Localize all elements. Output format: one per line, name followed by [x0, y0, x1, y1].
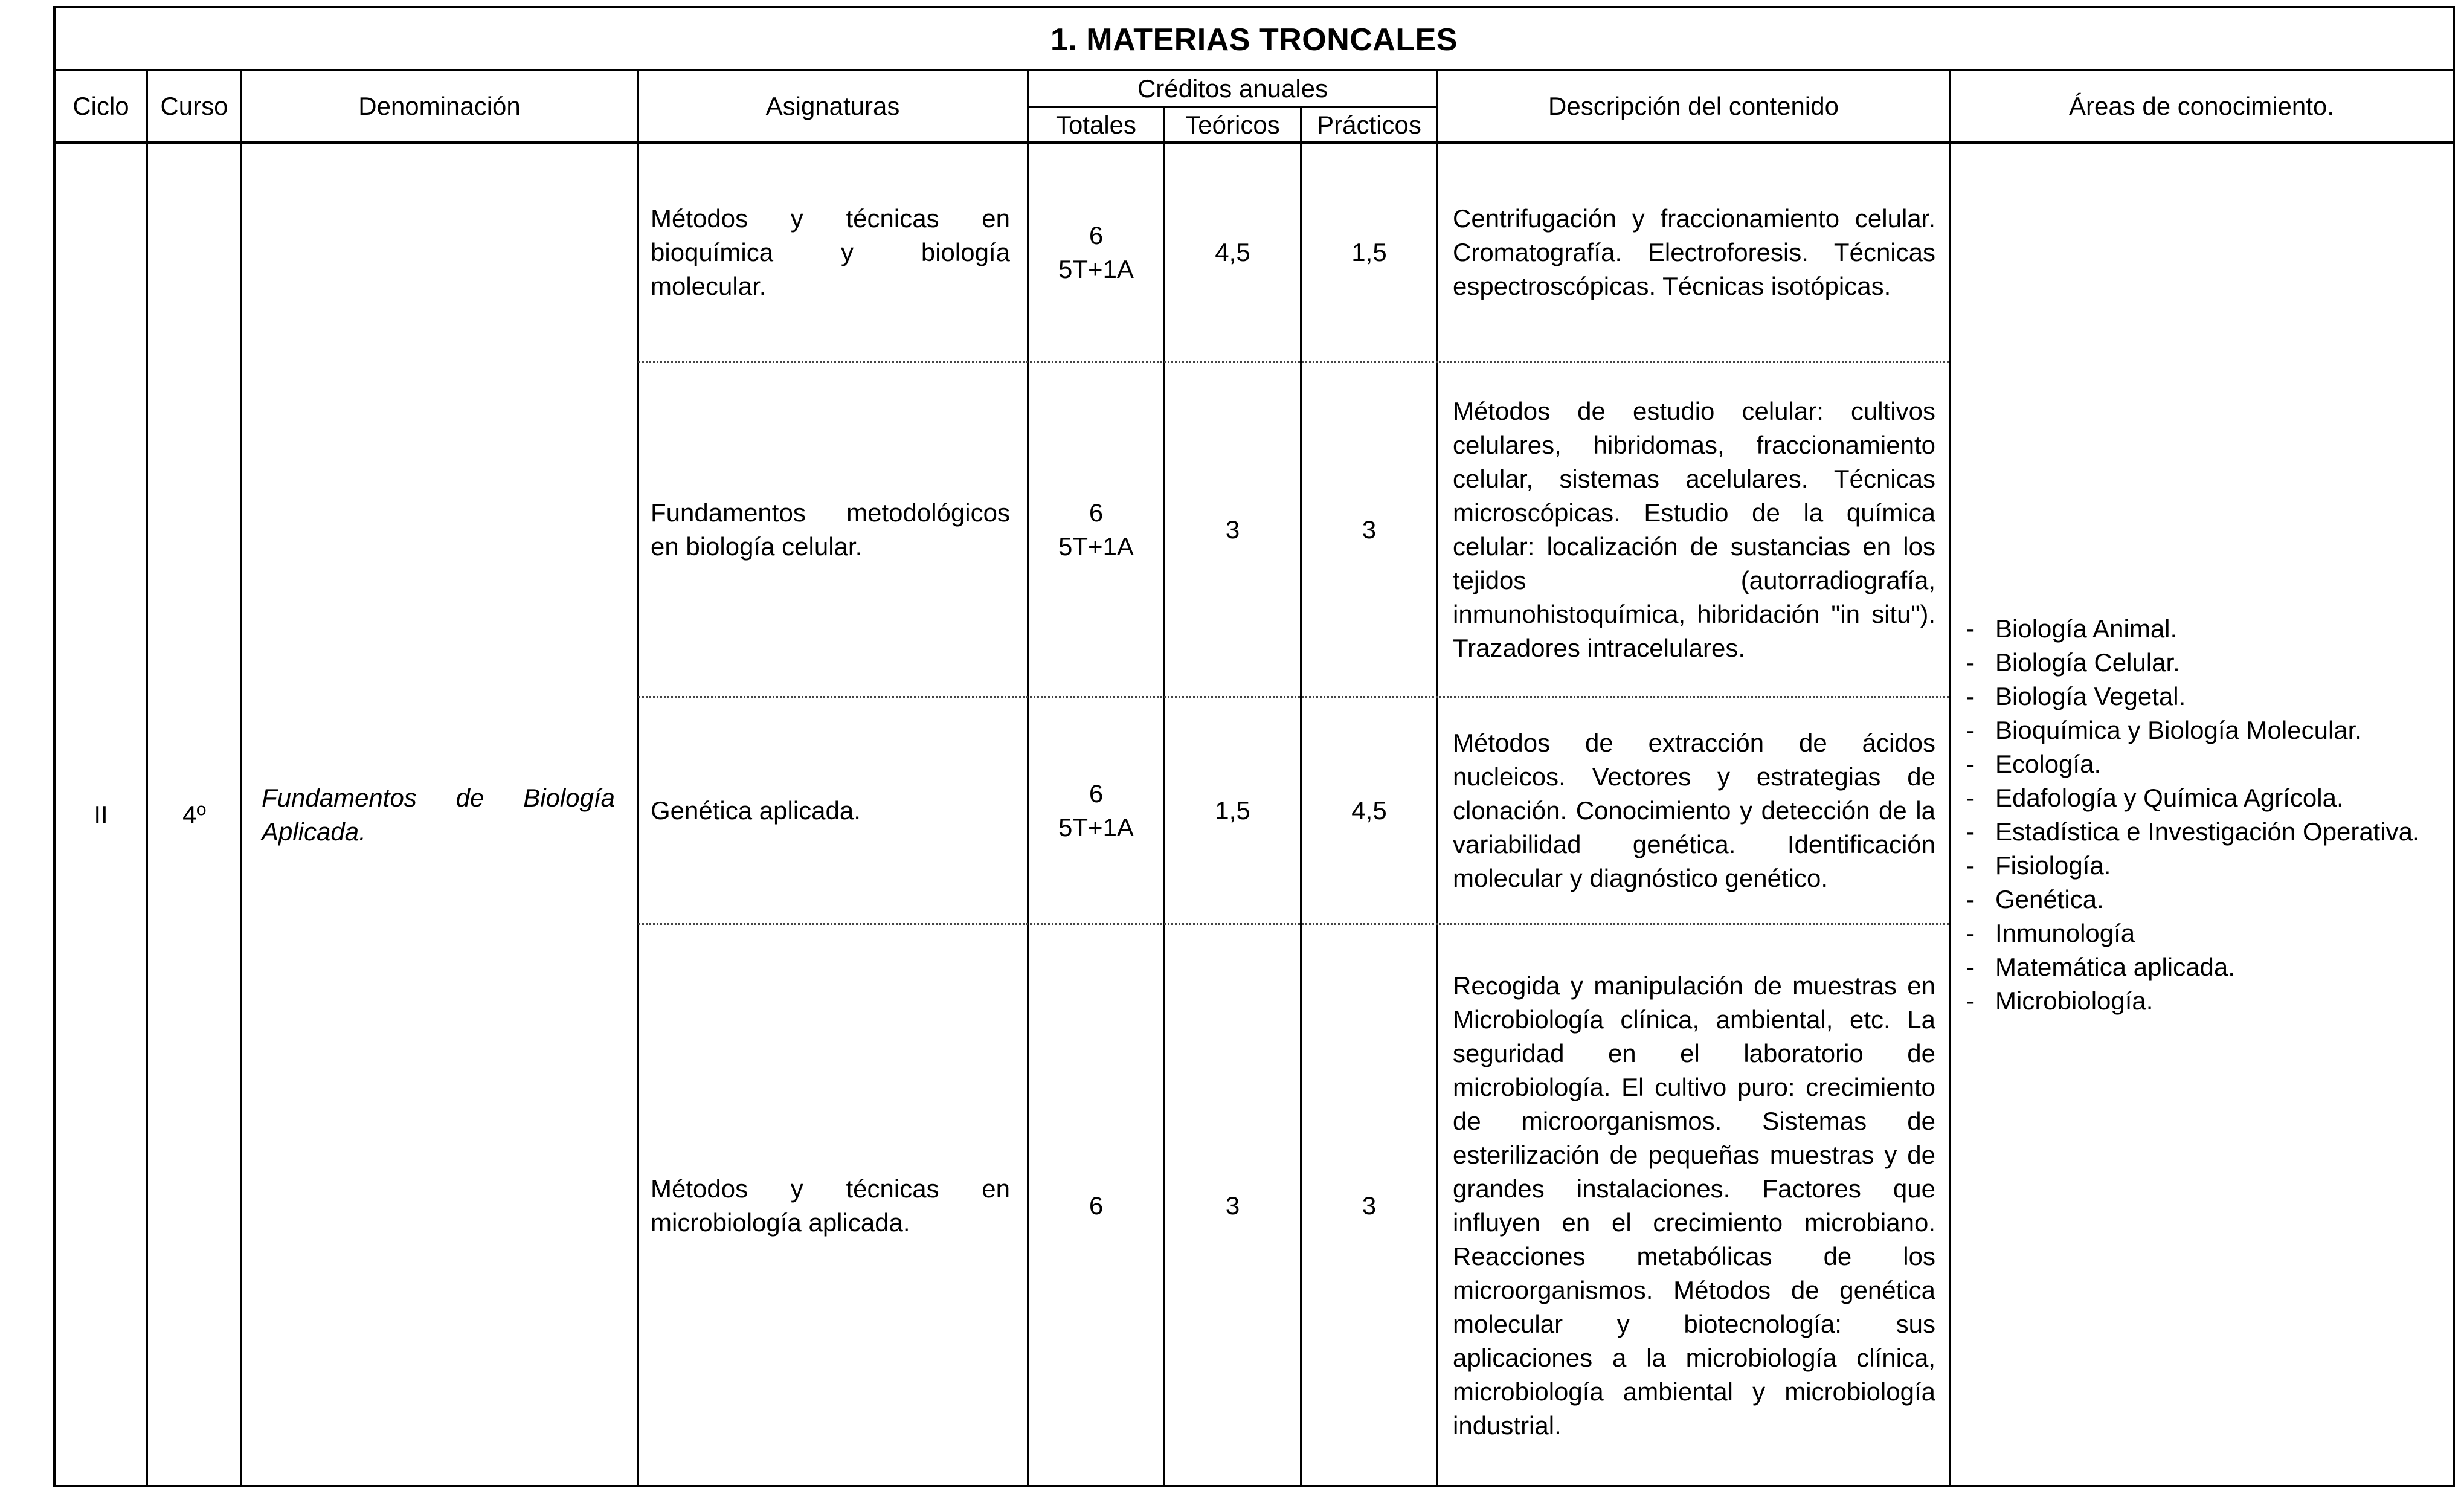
asignatura-3-totales: [1029, 698, 1163, 923]
list-item: - Genética.: [1961, 883, 2420, 916]
list-item: - Biología Celular.: [1961, 646, 2420, 680]
header-descripcion: Descripción del contenido: [1548, 92, 1839, 120]
header-teoricos: Teóricos: [1185, 110, 1280, 139]
areas-list: [1961, 612, 2420, 1018]
header-areas: Áreas de conocimiento.: [2069, 92, 2334, 120]
asignatura-3-name: Genética aplicada.: [651, 796, 861, 825]
list-item: - Fisiología.: [1961, 849, 2420, 883]
header-denominacion: Denominación: [358, 92, 521, 120]
asignatura-2-totales-detail: 5T+1A: [1058, 532, 1134, 561]
asignatura-1-practicos: 1,5: [1351, 238, 1387, 266]
asignatura-3-totales-detail: 5T+1A: [1058, 813, 1134, 842]
asignatura-2-practicos: 3: [1362, 515, 1377, 544]
asignatura-1-descripcion: Centrifugación y fraccionamiento celular. Cromatografía. Electroforesis. Técnicas espectroscópicas. Técnicas isotópicas.: [1453, 204, 1935, 300]
list-item: - Estadística e Investigación Operativa.: [1961, 815, 2420, 849]
asignatura-3-practicos: 4,5: [1351, 796, 1387, 825]
header-asignaturas: Asignaturas: [765, 92, 900, 120]
header-creditos-anuales: Créditos anuales: [1137, 74, 1328, 103]
asignatura-4-totales: 6: [1089, 1191, 1104, 1220]
asignatura-1-totales-value: 6: [1089, 221, 1104, 250]
asignatura-1-totales-detail: 5T+1A: [1058, 255, 1134, 283]
asignatura-2-descripcion: Métodos de estudio celular: cultivos celulares, hibridomas, fraccionamiento celular, sistemas acelulares. Técnicas microscópicas. Estudio de la química celular: localización de sustancias en los tejidos (autorradiografía, inmunohistoquímica, hibridación "in situ"). Trazadores intracelulares.: [1453, 396, 1935, 662]
asignatura-1-totales: [1029, 144, 1163, 361]
denominacion-value: Fundamentos de Biología Aplicada.: [262, 784, 615, 846]
asignatura-3-teoricos: 1,5: [1215, 796, 1250, 825]
list-item: - Microbiología.: [1961, 984, 2420, 1018]
asignatura-4-descripcion: Recogida y manipulación de muestras en Microbiología clínica, ambiental, etc. La seguridad en el laboratorio de microbiología. El cultivo puro: crecimiento de microorganismos. Sistemas de esterilización de pequeñas muestras y de grandes instalaciones. Factores que influyen en el crecimiento microbiano. Reacciones metabólicas de los microorganismos. Métodos de genética molecular y biotecnología: sus aplicaciones a la microbiología clínica, microbiología ambiental y microbiología industrial.: [1453, 971, 1935, 1440]
list-item: - Biología Vegetal.: [1961, 680, 2420, 713]
list-item: - Bioquímica y Biología Molecular.: [1961, 713, 2420, 747]
list-item: - Matemática aplicada.: [1961, 950, 2420, 984]
header-practicos: Prácticos: [1317, 110, 1421, 139]
header-totales: Totales: [1055, 110, 1137, 139]
asignatura-4-teoricos: 3: [1225, 1191, 1240, 1220]
asignatura-2-teoricos: 3: [1225, 515, 1240, 544]
asignatura-1-teoricos: 4,5: [1215, 238, 1250, 266]
asignatura-3-totales-value: 6: [1089, 779, 1104, 808]
curso-value: 4º: [182, 800, 206, 829]
areas-cell: [1951, 144, 2453, 1486]
list-item: - Edafología y Química Agrícola.: [1961, 781, 2420, 815]
asignatura-2-name: Fundamentos metodológicos en biología celular.: [651, 498, 1010, 561]
table-title: 1. MATERIAS TRONCALES: [1050, 22, 1458, 57]
asignatura-2-totales: [1029, 363, 1163, 696]
header-ciclo: Ciclo: [72, 92, 129, 120]
asignatura-4-practicos: 3: [1362, 1191, 1377, 1220]
header-curso: Curso: [160, 92, 228, 120]
list-item: - Biología Animal.: [1961, 612, 2420, 646]
asignatura-4-name: Métodos y técnicas en microbiología aplicada.: [651, 1174, 1010, 1237]
list-item: - Inmunología: [1961, 916, 2420, 950]
asignatura-2-totales-value: 6: [1089, 498, 1104, 527]
list-item: - Ecología.: [1961, 747, 2420, 781]
asignatura-3-descripcion: Métodos de extracción de ácidos nucleicos. Vectores y estrategias de clonación. Conocimiento y detección de la variabilidad genética. Identificación molecular y diagnóstico genético.: [1453, 728, 1935, 892]
ciclo-value: II: [94, 800, 108, 829]
asignatura-1-name: Métodos y técnicas en bioquímica y biología molecular.: [651, 204, 1010, 300]
